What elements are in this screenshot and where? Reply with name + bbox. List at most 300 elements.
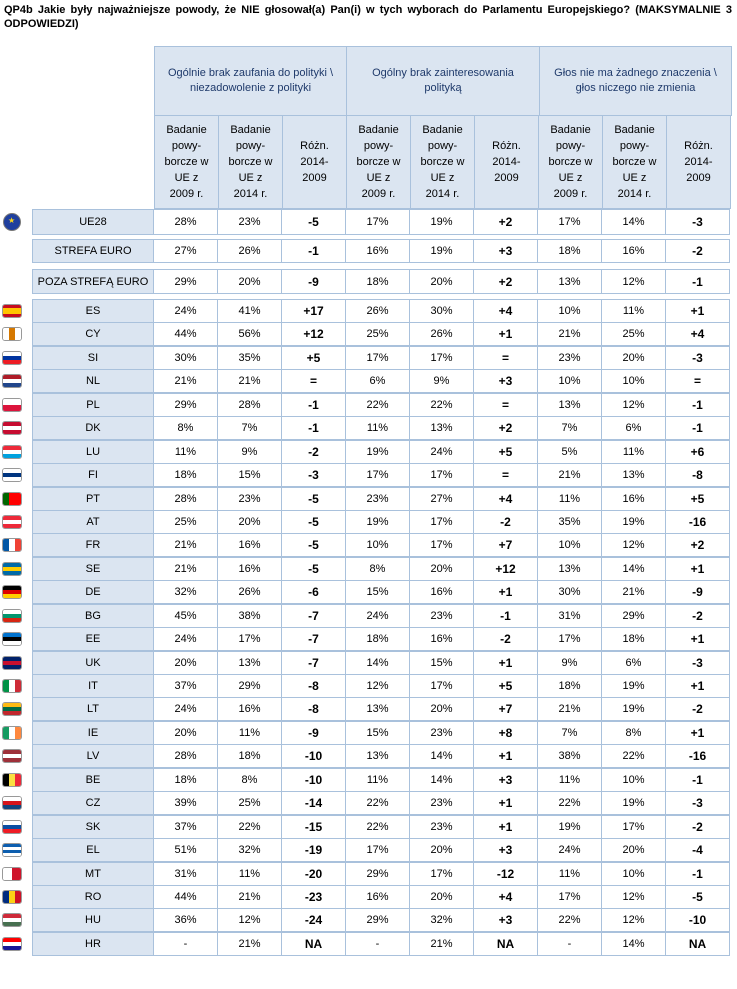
- table-row: [32, 768, 732, 792]
- value-cell: +12: [282, 322, 346, 346]
- value-cell: 8%: [218, 768, 282, 792]
- value-cell: 23%: [410, 791, 474, 815]
- value-cell: -23: [282, 885, 346, 909]
- value-cell: 13%: [538, 557, 602, 581]
- value-cell: 15%: [218, 463, 282, 487]
- value-cell: 11%: [538, 862, 602, 886]
- value-cell: 15%: [410, 651, 474, 675]
- table-row: [32, 604, 732, 628]
- uk-flag-icon: [2, 656, 22, 670]
- value-cell: -5: [282, 533, 346, 557]
- row-label: IE: [32, 721, 154, 745]
- value-cell: 32%: [218, 838, 282, 862]
- se-flag-icon: [2, 562, 22, 576]
- hr-flag-icon: [2, 937, 22, 951]
- value-cell: 26%: [410, 322, 474, 346]
- value-cell: =: [666, 369, 730, 393]
- value-cell: -5: [666, 885, 730, 909]
- value-cell: +2: [474, 416, 538, 440]
- value-cell: 39%: [154, 791, 218, 815]
- value-cell: 12%: [602, 269, 666, 294]
- value-cell: 41%: [218, 299, 282, 323]
- value-cell: 22%: [346, 815, 410, 839]
- value-cell: 30%: [410, 299, 474, 323]
- value-cell: 11%: [218, 721, 282, 745]
- value-cell: 19%: [602, 791, 666, 815]
- value-cell: 29%: [154, 269, 218, 294]
- cy-flag-icon: [2, 327, 22, 341]
- table-row: [32, 239, 732, 263]
- value-cell: 12%: [602, 908, 666, 932]
- lt-flag-icon: [2, 702, 22, 716]
- value-cell: 8%: [346, 557, 410, 581]
- value-cell: 26%: [346, 299, 410, 323]
- sub-header: [346, 115, 411, 209]
- value-cell: 20%: [410, 269, 474, 294]
- value-cell: 25%: [154, 510, 218, 534]
- value-cell: 16%: [602, 487, 666, 511]
- sub-header: [282, 115, 347, 209]
- value-cell: 28%: [154, 487, 218, 511]
- es-flag-icon: [2, 304, 22, 318]
- value-cell: 15%: [346, 580, 410, 604]
- value-cell: 11%: [602, 440, 666, 464]
- value-cell: 21%: [218, 885, 282, 909]
- value-cell: -3: [666, 346, 730, 370]
- value-cell: +2: [474, 269, 538, 294]
- sub-header: [218, 115, 283, 209]
- row-label: CZ: [32, 791, 154, 815]
- value-cell: 17%: [410, 862, 474, 886]
- table-row: [32, 721, 732, 745]
- table-row: [32, 557, 732, 581]
- at-flag-icon: [2, 515, 22, 529]
- value-cell: +17: [282, 299, 346, 323]
- value-cell: -10: [282, 768, 346, 792]
- value-cell: -2: [666, 239, 730, 263]
- value-cell: +6: [666, 440, 730, 464]
- value-cell: 24%: [346, 604, 410, 628]
- value-cell: 51%: [154, 838, 218, 862]
- value-cell: 20%: [218, 269, 282, 294]
- value-cell: 13%: [218, 651, 282, 675]
- value-cell: 10%: [602, 369, 666, 393]
- value-cell: 23%: [218, 487, 282, 511]
- value-cell: 12%: [602, 885, 666, 909]
- group-header-label: Ogólnie brak zaufania do polityki \ niezadowolenie z polityki: [167, 67, 334, 94]
- pl-flag-icon: [2, 398, 22, 412]
- group-header-label: Ogólny brak zainteresowania polityką: [372, 67, 514, 94]
- pt-flag-icon: [2, 492, 22, 506]
- value-cell: 14%: [602, 557, 666, 581]
- value-cell: -3: [666, 209, 730, 235]
- value-cell: 11%: [346, 768, 410, 792]
- value-cell: 26%: [218, 580, 282, 604]
- value-cell: 37%: [154, 815, 218, 839]
- value-cell: +1: [474, 651, 538, 675]
- value-cell: 44%: [154, 322, 218, 346]
- value-cell: +4: [666, 322, 730, 346]
- ie-flag-icon: [2, 726, 22, 740]
- value-cell: 18%: [218, 744, 282, 768]
- sk-flag-icon: [2, 820, 22, 834]
- value-cell: +1: [666, 674, 730, 698]
- value-cell: +2: [666, 533, 730, 557]
- value-cell: +1: [666, 557, 730, 581]
- row-label: PT: [32, 487, 154, 511]
- row-label: SE: [32, 557, 154, 581]
- el-flag-icon: [2, 843, 22, 857]
- value-cell: +3: [474, 239, 538, 263]
- table-row: [32, 838, 732, 862]
- value-cell: -2: [666, 697, 730, 721]
- value-cell: 17%: [410, 346, 474, 370]
- group-header-interest: [346, 46, 540, 116]
- sub-header: [538, 115, 603, 209]
- value-cell: -8: [666, 463, 730, 487]
- value-cell: -19: [282, 838, 346, 862]
- value-cell: -7: [282, 627, 346, 651]
- question-title: QP4b Jakie były najważniejsze powody, że NIE głosował(a) Pan(i) w tych wyborach do Parlamentu Europejskiego? (MAKSYMALNIE 3 ODPOWIEDZI): [4, 4, 732, 30]
- value-cell: 16%: [218, 533, 282, 557]
- row-label: DE: [32, 580, 154, 604]
- value-cell: +3: [474, 768, 538, 792]
- row-label: FI: [32, 463, 154, 487]
- value-cell: -6: [282, 580, 346, 604]
- value-cell: 10%: [538, 299, 602, 323]
- value-cell: -2: [474, 510, 538, 534]
- value-cell: +1: [474, 580, 538, 604]
- row-label: PL: [32, 393, 154, 417]
- value-cell: 10%: [538, 533, 602, 557]
- value-cell: 21%: [154, 533, 218, 557]
- sub-header: [474, 115, 539, 209]
- row-label: EE: [32, 627, 154, 651]
- table-row: [32, 346, 732, 370]
- sub-header: [666, 115, 731, 209]
- sub-header-label: Różn. 2014-2009: [684, 140, 713, 184]
- value-cell: -8: [282, 674, 346, 698]
- group-header-vote-meaning: [539, 46, 732, 116]
- value-cell: =: [474, 463, 538, 487]
- value-cell: 18%: [154, 768, 218, 792]
- be-flag-icon: [2, 773, 22, 787]
- value-cell: 12%: [602, 533, 666, 557]
- value-cell: -1: [282, 416, 346, 440]
- value-cell: -1: [282, 239, 346, 263]
- value-cell: 21%: [538, 322, 602, 346]
- value-cell: 18%: [602, 627, 666, 651]
- value-cell: 6%: [602, 416, 666, 440]
- table-row: [32, 580, 732, 604]
- value-cell: -9: [282, 721, 346, 745]
- value-cell: +4: [474, 885, 538, 909]
- value-cell: 20%: [602, 838, 666, 862]
- value-cell: 25%: [346, 322, 410, 346]
- sub-header: [410, 115, 475, 209]
- value-cell: 23%: [346, 487, 410, 511]
- value-cell: +12: [474, 557, 538, 581]
- value-cell: +5: [474, 440, 538, 464]
- value-cell: +5: [474, 674, 538, 698]
- value-cell: -1: [666, 862, 730, 886]
- cz-flag-icon: [2, 796, 22, 810]
- value-cell: 6%: [346, 369, 410, 393]
- value-cell: 8%: [602, 721, 666, 745]
- value-cell: +5: [666, 487, 730, 511]
- value-cell: 44%: [154, 885, 218, 909]
- value-cell: 38%: [538, 744, 602, 768]
- row-label: AT: [32, 510, 154, 534]
- value-cell: 16%: [346, 239, 410, 263]
- value-cell: 21%: [154, 369, 218, 393]
- value-cell: 21%: [218, 369, 282, 393]
- value-cell: -10: [666, 908, 730, 932]
- value-cell: 22%: [218, 815, 282, 839]
- nl-flag-icon: [2, 374, 22, 388]
- value-cell: 22%: [602, 744, 666, 768]
- value-cell: 12%: [346, 674, 410, 698]
- value-cell: 7%: [218, 416, 282, 440]
- value-cell: 11%: [602, 299, 666, 323]
- value-cell: 24%: [154, 627, 218, 651]
- value-cell: 14%: [410, 744, 474, 768]
- value-cell: 16%: [602, 239, 666, 263]
- row-label: POZA STREFĄ EURO: [32, 269, 154, 294]
- value-cell: 18%: [538, 239, 602, 263]
- value-cell: -9: [282, 269, 346, 294]
- value-cell: -9: [666, 580, 730, 604]
- value-cell: -16: [666, 744, 730, 768]
- row-label: HU: [32, 908, 154, 932]
- value-cell: 20%: [602, 346, 666, 370]
- value-cell: 14%: [346, 651, 410, 675]
- value-cell: 36%: [154, 908, 218, 932]
- sub-header-label: Badanie powy-borcze w UE z 2014 r.: [612, 124, 657, 200]
- lu-flag-icon: [2, 445, 22, 459]
- value-cell: -1: [282, 393, 346, 417]
- row-label: RO: [32, 885, 154, 909]
- value-cell: 12%: [218, 908, 282, 932]
- value-cell: 17%: [538, 627, 602, 651]
- value-cell: 13%: [602, 463, 666, 487]
- row-label: FR: [32, 533, 154, 557]
- value-cell: 45%: [154, 604, 218, 628]
- table-row: [32, 393, 732, 417]
- row-label: LT: [32, 697, 154, 721]
- value-cell: 9%: [410, 369, 474, 393]
- value-cell: 17%: [602, 815, 666, 839]
- value-cell: 16%: [410, 580, 474, 604]
- table-row: [32, 627, 732, 651]
- value-cell: 6%: [602, 651, 666, 675]
- value-cell: 37%: [154, 674, 218, 698]
- table-row: [32, 651, 732, 675]
- sub-header: [154, 115, 219, 209]
- value-cell: 23%: [410, 815, 474, 839]
- value-cell: +3: [474, 838, 538, 862]
- value-cell: 9%: [538, 651, 602, 675]
- value-cell: 22%: [538, 791, 602, 815]
- value-cell: 18%: [346, 269, 410, 294]
- table-row: [32, 369, 732, 393]
- value-cell: 21%: [602, 580, 666, 604]
- value-cell: +1: [666, 721, 730, 745]
- value-cell: 7%: [538, 721, 602, 745]
- table-row: [32, 533, 732, 557]
- value-cell: -24: [282, 908, 346, 932]
- value-cell: 28%: [154, 744, 218, 768]
- it-flag-icon: [2, 679, 22, 693]
- value-cell: +1: [474, 744, 538, 768]
- value-cell: -: [154, 932, 218, 956]
- value-cell: 17%: [410, 510, 474, 534]
- value-cell: -15: [282, 815, 346, 839]
- value-cell: 17%: [538, 885, 602, 909]
- value-cell: 19%: [410, 239, 474, 263]
- table-row: [32, 510, 732, 534]
- value-cell: 7%: [538, 416, 602, 440]
- value-cell: 17%: [538, 209, 602, 235]
- hu-flag-icon: [2, 913, 22, 927]
- row-label: STREFA EURO: [32, 239, 154, 263]
- value-cell: 12%: [602, 393, 666, 417]
- value-cell: =: [282, 369, 346, 393]
- value-cell: 13%: [346, 744, 410, 768]
- value-cell: 31%: [154, 862, 218, 886]
- value-cell: -10: [282, 744, 346, 768]
- value-cell: 32%: [410, 908, 474, 932]
- value-cell: 10%: [602, 768, 666, 792]
- value-cell: 20%: [410, 557, 474, 581]
- value-cell: 29%: [154, 393, 218, 417]
- value-cell: -12: [474, 862, 538, 886]
- value-cell: +1: [474, 791, 538, 815]
- value-cell: -2: [282, 440, 346, 464]
- value-cell: +3: [474, 369, 538, 393]
- table-row: [32, 862, 732, 886]
- value-cell: 27%: [410, 487, 474, 511]
- value-cell: -7: [282, 651, 346, 675]
- value-cell: 17%: [410, 463, 474, 487]
- value-cell: -5: [282, 510, 346, 534]
- row-label: MT: [32, 862, 154, 886]
- value-cell: 10%: [602, 862, 666, 886]
- value-cell: 16%: [218, 557, 282, 581]
- table-row: [32, 322, 732, 346]
- table-row: [32, 908, 732, 932]
- row-label: LU: [32, 440, 154, 464]
- value-cell: 17%: [346, 209, 410, 235]
- si-flag-icon: [2, 351, 22, 365]
- value-cell: 23%: [218, 209, 282, 235]
- value-cell: 35%: [218, 346, 282, 370]
- value-cell: 35%: [538, 510, 602, 534]
- value-cell: 20%: [154, 651, 218, 675]
- value-cell: 22%: [346, 393, 410, 417]
- value-cell: -20: [282, 862, 346, 886]
- value-cell: -3: [666, 651, 730, 675]
- value-cell: -1: [666, 416, 730, 440]
- lv-flag-icon: [2, 749, 22, 763]
- value-cell: -: [346, 932, 410, 956]
- value-cell: 13%: [538, 269, 602, 294]
- value-cell: 11%: [154, 440, 218, 464]
- value-cell: NA: [474, 932, 538, 956]
- value-cell: 20%: [218, 510, 282, 534]
- row-label: UE28: [32, 209, 154, 235]
- sub-header-label: Badanie powy-borcze w UE z 2014 r.: [228, 124, 273, 200]
- group-header-trust: [154, 46, 347, 116]
- table-row: [32, 209, 732, 235]
- row-label: CY: [32, 322, 154, 346]
- value-cell: +7: [474, 533, 538, 557]
- value-cell: 17%: [410, 533, 474, 557]
- value-cell: 22%: [346, 791, 410, 815]
- value-cell: 11%: [538, 487, 602, 511]
- row-label: HR: [32, 932, 154, 956]
- value-cell: 30%: [538, 580, 602, 604]
- value-cell: 13%: [346, 697, 410, 721]
- value-cell: 20%: [154, 721, 218, 745]
- value-cell: -16: [666, 510, 730, 534]
- value-cell: NA: [666, 932, 730, 956]
- value-cell: +3: [474, 908, 538, 932]
- value-cell: 13%: [538, 393, 602, 417]
- value-cell: 19%: [602, 674, 666, 698]
- value-cell: +1: [474, 815, 538, 839]
- value-cell: 23%: [410, 604, 474, 628]
- value-cell: 21%: [154, 557, 218, 581]
- fi-flag-icon: [2, 468, 22, 482]
- value-cell: -1: [666, 393, 730, 417]
- value-cell: 25%: [218, 791, 282, 815]
- table-row: [32, 932, 732, 956]
- row-label: SI: [32, 346, 154, 370]
- value-cell: 5%: [538, 440, 602, 464]
- value-cell: 28%: [154, 209, 218, 235]
- mt-flag-icon: [2, 867, 22, 881]
- sub-header-label: Badanie powy-borcze w UE z 2009 r.: [356, 124, 401, 200]
- value-cell: 32%: [154, 580, 218, 604]
- table-row: [32, 416, 732, 440]
- value-cell: =: [474, 393, 538, 417]
- value-cell: 29%: [346, 908, 410, 932]
- sub-header: [602, 115, 667, 209]
- value-cell: -1: [666, 768, 730, 792]
- value-cell: -7: [282, 604, 346, 628]
- value-cell: 18%: [346, 627, 410, 651]
- value-cell: 21%: [218, 932, 282, 956]
- ro-flag-icon: [2, 890, 22, 904]
- value-cell: 17%: [346, 463, 410, 487]
- row-label: BG: [32, 604, 154, 628]
- value-cell: -14: [282, 791, 346, 815]
- value-cell: -2: [474, 627, 538, 651]
- value-cell: 21%: [538, 697, 602, 721]
- value-cell: -: [538, 932, 602, 956]
- value-cell: 28%: [218, 393, 282, 417]
- row-label: ES: [32, 299, 154, 323]
- value-cell: 29%: [602, 604, 666, 628]
- value-cell: 19%: [538, 815, 602, 839]
- table-row: [32, 269, 732, 294]
- table-row: [32, 487, 732, 511]
- value-cell: 8%: [154, 416, 218, 440]
- value-cell: 29%: [218, 674, 282, 698]
- value-cell: -1: [666, 269, 730, 294]
- value-cell: 22%: [410, 393, 474, 417]
